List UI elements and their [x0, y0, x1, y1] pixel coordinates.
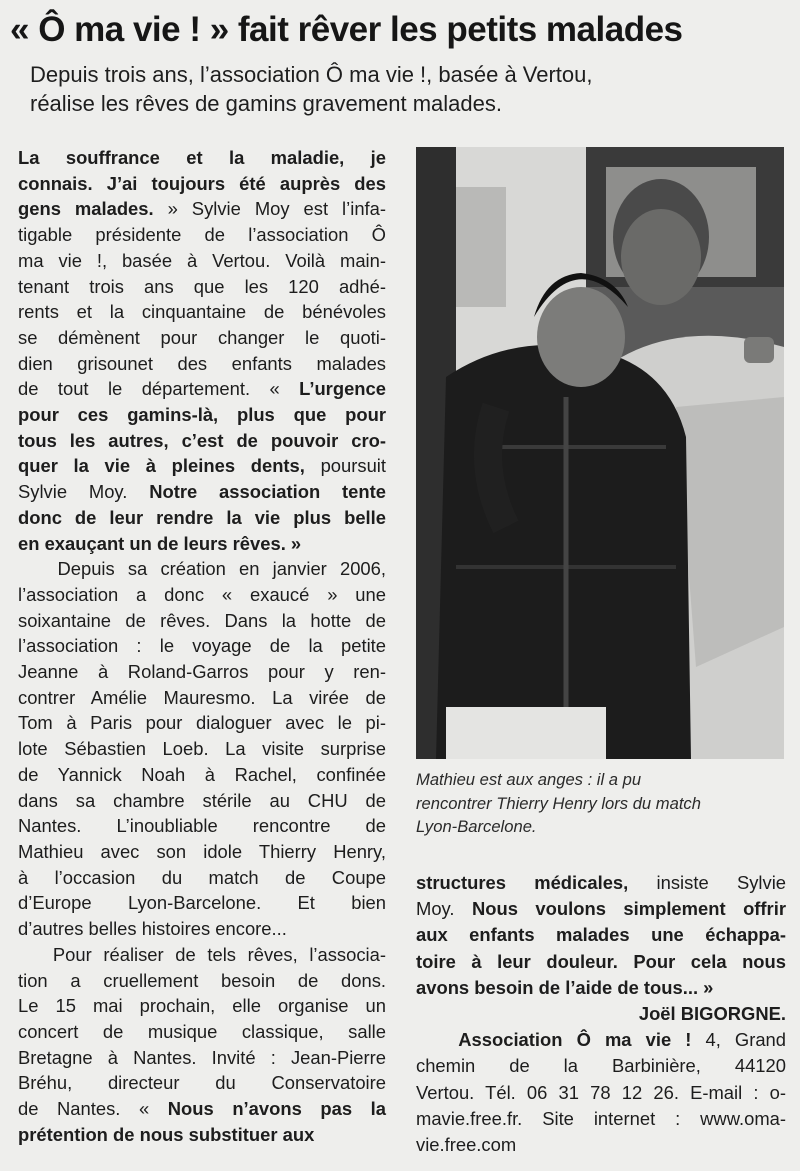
body-text: soixantaine de rêves. Dans la hotte de: [18, 609, 386, 631]
body-text: Sylvie Moy.: [18, 481, 150, 503]
caption-line: rencontrer Thierry Henry lors du match: [416, 793, 701, 813]
body-text: Pour réaliser de tels rêves, l’associa-: [18, 943, 386, 965]
caption-line: Mathieu est aux anges : il a pu: [416, 770, 642, 789]
article-body-continuation: [416, 870, 786, 1001]
body-text: » Sylvie Moy est l’infa-: [153, 198, 387, 220]
body-text: Le 15 mai prochain, elle organise un: [18, 995, 386, 1017]
text-line: [18, 376, 386, 402]
photo-illustration: [416, 147, 784, 759]
text-line: [18, 968, 386, 994]
body-text: de Nantes. «: [18, 1098, 168, 1120]
text-line: [416, 1027, 786, 1053]
body-text: de Yannick Noah à Rachel, confinée: [18, 763, 386, 785]
body-text: contrer Amélie Mauresmo. La virée de: [18, 686, 386, 708]
body-text: vie.free.com: [416, 1134, 517, 1156]
text-line: [18, 428, 386, 454]
deck-line: réalise les rêves de gamins gravement malades.: [30, 91, 503, 116]
body-text: mavie.free.fr. Site internet : www.oma-: [416, 1107, 786, 1129]
body-text: Nantes. L’inoubliable rencontre de: [18, 815, 386, 837]
body-text: Bréhu, directeur du Conservatoire: [18, 1072, 386, 1094]
body-text: Moy.: [416, 898, 472, 920]
text-line: [18, 865, 386, 891]
bold-quote-text: Nous voulons simplement offrir: [471, 898, 786, 920]
text-line: [18, 325, 386, 351]
text-line: [18, 633, 386, 659]
bold-quote-text: pour ces gamins-là, plus que pour: [18, 404, 386, 426]
body-text: ma vie !, basée à Vertou. Voilà main-: [18, 249, 386, 271]
text-line: [416, 1080, 786, 1106]
body-text: à l’occasion du match de Coupe: [18, 866, 386, 888]
body-text: l’association : le voyage de la petite: [18, 635, 386, 657]
text-line: [18, 993, 386, 1019]
bold-quote-text: gens malades.: [18, 198, 154, 220]
bold-quote-text: L’urgence: [299, 378, 386, 400]
body-text: tigable présidente de l’association Ô: [18, 224, 386, 246]
body-text: dans sa chambre stérile au CHU de: [18, 789, 386, 811]
text-line: [18, 582, 386, 608]
bold-quote-text: avons besoin de l’aide de tous... »: [416, 976, 714, 998]
body-text: d’autres belles histoires encore...: [18, 918, 287, 940]
text-line: [18, 351, 386, 377]
text-line: [18, 916, 386, 942]
bold-quote-text: toire à leur douleur. Pour cela nous: [416, 950, 786, 972]
text-line: [416, 1106, 786, 1132]
text-line: [416, 1132, 786, 1158]
text-line: [18, 248, 386, 274]
article-photo: [416, 147, 784, 759]
text-line: [18, 1070, 386, 1096]
body-text: rents et la cinquantaine de bénévoles: [18, 301, 386, 323]
text-line: [416, 949, 786, 975]
body-text: lote Sébastien Loeb. La visite surprise: [18, 738, 386, 760]
article-headline: « Ô ma vie ! » fait rêver les petits malades: [10, 10, 683, 49]
text-line: [416, 922, 786, 948]
text-line: [18, 608, 386, 634]
body-text: Vertou. Tél. 06 31 78 12 26. E-mail : o-: [416, 1081, 786, 1103]
text-line: [18, 839, 386, 865]
text-line: [18, 710, 386, 736]
text-line: [18, 736, 386, 762]
article-deck: [30, 60, 790, 118]
text-line: [18, 685, 386, 711]
bold-quote-text: connais. J’ai toujours été auprès des: [18, 172, 386, 194]
text-line: [18, 942, 386, 968]
text-line: [18, 479, 386, 505]
bold-quote-text: donc de leur rendre la vie plus belle: [18, 506, 386, 528]
text-line: [18, 196, 386, 222]
text-line: [18, 1045, 386, 1071]
text-line: [18, 1096, 386, 1122]
caption-line: Lyon-Barcelone.: [416, 817, 537, 837]
text-line: [18, 222, 386, 248]
body-text: de tout le département. «: [18, 378, 300, 400]
text-line: [18, 274, 386, 300]
body-text: dien grisounet des enfants malades: [18, 352, 386, 374]
body-text: concert de musique classique, salle: [18, 1020, 386, 1042]
bold-quote-text: Association Ô ma vie !: [458, 1029, 692, 1051]
text-line: [18, 453, 386, 479]
text-line: [18, 1122, 386, 1148]
text-line: [18, 402, 386, 428]
text-line: [18, 171, 386, 197]
bold-quote-text: quer la vie à pleines dents,: [18, 455, 305, 477]
bold-quote-text: aux enfants malades une échappa-: [416, 924, 786, 946]
body-text: insiste Sylvie: [628, 872, 787, 893]
body-text: poursuit: [304, 455, 386, 477]
body-text: tion a cruellement besoin de dons.: [18, 969, 386, 991]
text-line: [18, 556, 386, 582]
bold-quote-text: Nous n’avons pas la: [167, 1098, 386, 1120]
text-line: [416, 896, 786, 922]
body-text: chemin de la Barbinière, 44120: [416, 1055, 786, 1077]
article-body-left-column: [18, 145, 386, 1147]
article-body-right-column: [416, 870, 786, 1158]
body-text: Depuis sa création en janvier 2006,: [18, 558, 386, 580]
body-text: se démènent pour changer le quoti-: [18, 326, 386, 348]
text-line: [416, 1053, 786, 1079]
text-line: [18, 299, 386, 325]
text-line: [18, 1019, 386, 1045]
body-text: [416, 1029, 458, 1050]
text-line: [18, 659, 386, 685]
photo-caption: [416, 768, 788, 839]
text-line: [18, 145, 386, 171]
association-contact-info: [416, 1027, 786, 1158]
text-line: [18, 762, 386, 788]
text-line: [416, 975, 786, 1001]
bold-quote-text: tous les autres, c’est de pouvoir cro-: [18, 429, 386, 451]
text-line: [18, 531, 386, 557]
bold-quote-text: en exauçant un de leurs rêves. »: [18, 532, 302, 554]
body-text: Bretagne à Nantes. Invité : Jean-Pierre: [18, 1046, 386, 1068]
text-line: [416, 870, 786, 896]
text-line: [18, 788, 386, 814]
body-text: Mathieu avec son idole Thierry Henry,: [18, 840, 386, 862]
bold-quote-text: Notre association tente: [149, 481, 386, 503]
deck-line: Depuis trois ans, l’association Ô ma vie !, basée à Vertou,: [30, 62, 593, 87]
body-text: 4, Grand: [691, 1029, 786, 1051]
text-line: [18, 505, 386, 531]
body-text: Tom à Paris pour dialoguer avec le pi-: [18, 712, 386, 734]
body-text: d’Europe Lyon-Barcelone. Et bien: [18, 892, 386, 914]
text-line: [18, 813, 386, 839]
bold-quote-text: prétention de nous substituer aux: [18, 1123, 315, 1145]
article-byline: Joël BIGORGNE.: [638, 1003, 786, 1025]
body-text: tenant trois ans que les 120 adhé-: [18, 275, 386, 297]
text-line: [18, 890, 386, 916]
body-text: Jeanne à Roland-Garros pour y ren-: [18, 661, 386, 683]
bold-quote-text: structures médicales,: [416, 872, 629, 893]
bold-quote-text: La souffrance et la maladie, je: [18, 147, 386, 168]
body-text: l’association a donc « exaucé » une: [18, 583, 386, 605]
